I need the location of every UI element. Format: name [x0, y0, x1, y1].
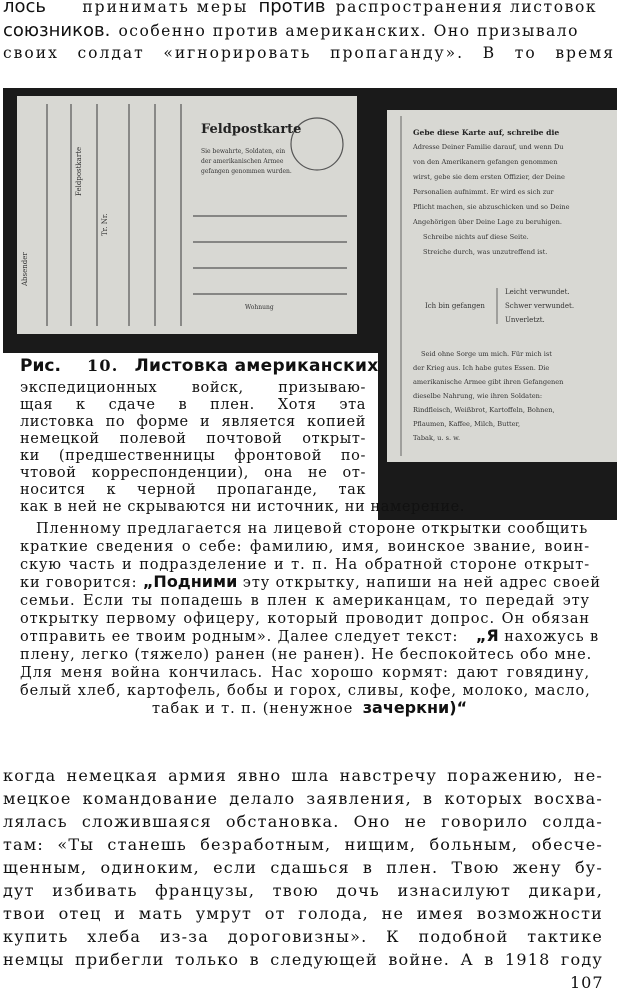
- body-line-4: там: «Ты станешь безработным, нищим, больным, обесче-: [3, 835, 603, 854]
- right-card-line-7: Angehörigen über Deine Lage zu beruhigen.: [413, 218, 562, 226]
- left-card-text-3: gefangen genommen wurden.: [201, 168, 292, 175]
- top-line-2: [3, 22, 579, 40]
- body-line-2: мецкое командование делало заявления, в которых восхва-: [3, 789, 603, 808]
- caption-line-4: немецкой полевой почтовой открыт-: [20, 431, 366, 447]
- right-card-closing-3: amerikanische Armee gibt ihren Gefangenen: [413, 378, 564, 386]
- body-line-3: лялась сложившаяся обстановка. Оно не говорило солда-: [3, 812, 603, 831]
- small-line-7a: отправить ее твоим родным». Далее следует текст:: [20, 629, 459, 645]
- caption-label: Рис.: [20, 356, 61, 376]
- left-card-lines: [17, 96, 357, 334]
- left-card-field-3: Tr. Nr.: [101, 213, 109, 236]
- right-card-line-2: Adresse Deiner Familie darauf, und wenn Du: [413, 143, 564, 151]
- right-card-closing-7: Tabak, u. s. w.: [413, 434, 461, 442]
- small-line-11a: табак и т. п. (ненужное: [152, 701, 354, 717]
- right-card-closing-4: dieselbe Nahrung, wie ihren Soldaten:: [413, 392, 543, 400]
- right-card: [387, 110, 617, 462]
- small-line-1: Пленному предлагается на лицевой стороне открытки сообщить: [36, 521, 589, 537]
- left-card-title: Feldpostkarte: [201, 122, 302, 137]
- top-word-protiv: против: [258, 0, 326, 17]
- right-card-closing-1: Seid ohne Sorge um mich. Für mich ist: [421, 350, 552, 358]
- right-card-line-6: Pflicht machen, sie abzuschicken und so Deine: [413, 203, 570, 211]
- caption-line-8: как в ней не скрываются ни источник, ни намерение.: [20, 499, 466, 515]
- top-text-1d: распространения листовок: [335, 0, 598, 16]
- right-card-line-4: wirst, gebe sie dem ersten Offizier, der Deine: [413, 173, 565, 181]
- small-line-7c: нахожусь в: [504, 629, 600, 645]
- top-line-1: [3, 0, 615, 16]
- caption-line-5: ки (предшественницы фронтовой по-: [20, 448, 366, 464]
- right-card-line-8: Schreibe nichts auf diese Seite.: [423, 233, 529, 241]
- right-card-option-1: Leicht verwundet.: [505, 288, 570, 296]
- small-line-4c: эту открытку, напиши на ней адрес своей: [242, 575, 601, 591]
- caption-line-1: экспедиционных войск, призываю-: [20, 380, 366, 396]
- body-line-6: дут избивать французы, твою дочь изнасилуют дикари,: [3, 881, 603, 900]
- caption-line-6: чтовой корреспонденции), она не от-: [20, 465, 366, 481]
- small-line-5: семьи. Если ты попадешь в плен к американцам, то передай эту: [20, 593, 590, 609]
- top-line-3: своих солдат «игнорировать пропаганду». В то время: [3, 44, 615, 62]
- small-line-4a: ки говорится:: [20, 575, 138, 591]
- right-card-line-9: Streiche durch, was unzutreffend ist.: [423, 248, 548, 256]
- caption-title-line: [20, 358, 378, 375]
- left-card-text-1: Sie bewahrte, Soldaten, ein: [201, 148, 286, 155]
- right-card-line-1: Gebe diese Karte auf, schreibe die: [413, 128, 560, 137]
- caption-line-2: щая к сдаче в плен. Хотя эта: [20, 397, 366, 413]
- small-line-10: белый хлеб, картофель, бобы и горох, сливы, кофе, молоко, масло,: [20, 683, 591, 699]
- small-line-11b: зачеркни)“: [362, 698, 468, 717]
- small-line-7: [20, 628, 599, 645]
- right-card-closing-2: der Krieg aus. Ich habe gutes Essen. Die: [413, 364, 550, 372]
- small-line-4b: „Подними: [142, 572, 238, 591]
- body-line-7: твои отец и мать умрут от голода, не имея возможности: [3, 904, 603, 923]
- left-card-text-2: der amerikanischen Armee: [201, 158, 284, 165]
- small-line-3: скую часть и подразделение и т. п. На обратной стороне открыт-: [20, 557, 590, 573]
- caption-line-7: носится к черной пропаганде, так: [20, 482, 366, 498]
- top-word-los: лось: [3, 0, 47, 17]
- small-line-6: открытку первому офицеру, который проводит допрос. Он обязан: [20, 611, 590, 627]
- right-card-wound-status: Ich bin gefangen: [425, 302, 485, 310]
- caption-line-3: листовка по форме и является копией: [20, 414, 366, 430]
- left-card-bottom-label: Wohnung: [245, 304, 274, 311]
- caption-number: 10.: [87, 356, 119, 375]
- right-card-closing-5: Rindfleisch, Weißbrot, Kartoffeln, Bohnen,: [413, 406, 555, 414]
- right-card-option-2: Schwer verwundet.: [505, 302, 575, 310]
- caption-title: Листовка американских: [134, 356, 379, 376]
- top-text-1b: принимать меры: [82, 0, 249, 16]
- small-line-4: [20, 574, 601, 591]
- left-card-field-1: Absender: [21, 252, 29, 286]
- right-card-line-3: von den Amerikanern gefangen genommen: [413, 158, 558, 166]
- body-line-8: купить хлеба из-за дороговизны». К подобной тактике: [3, 927, 603, 946]
- page-number: 107: [570, 973, 604, 992]
- body-line-1: когда немецкая армия явно шла навстречу поражению, не-: [3, 766, 603, 785]
- small-line-8: плену, легко (тяжело) ранен (не ранен). Не беспокойтесь обо мне.: [20, 647, 593, 663]
- right-card-line-5: Personalien aufnimmt. Er wird es sich zur: [413, 188, 554, 196]
- left-card-field-2: Feldpostkarte: [75, 146, 83, 196]
- small-line-9: Для меня война кончилась. Нас хорошо кормят: дают говядину,: [20, 665, 590, 681]
- top-text-2b: особенно против американских. Оно призывало: [118, 22, 579, 40]
- left-card: [17, 96, 357, 334]
- right-card-closing-6: Pflaumen, Kaffee, Milch, Butter,: [413, 420, 521, 428]
- small-line-11: [152, 700, 467, 717]
- body-line-9: немцы прибегли только в следующей войне. А в 1918 году: [3, 950, 603, 969]
- right-card-option-3: Unverletzt.: [505, 316, 545, 324]
- top-word-soyuznikov: союзников.: [3, 20, 111, 41]
- small-line-7b: „Я: [475, 626, 499, 645]
- small-line-2: краткие сведения о себе: фамилию, имя, воинское звание, воин-: [20, 539, 590, 555]
- body-line-5: щенным, одиноким, если сдашься в плен. Твою жену бу-: [3, 858, 603, 877]
